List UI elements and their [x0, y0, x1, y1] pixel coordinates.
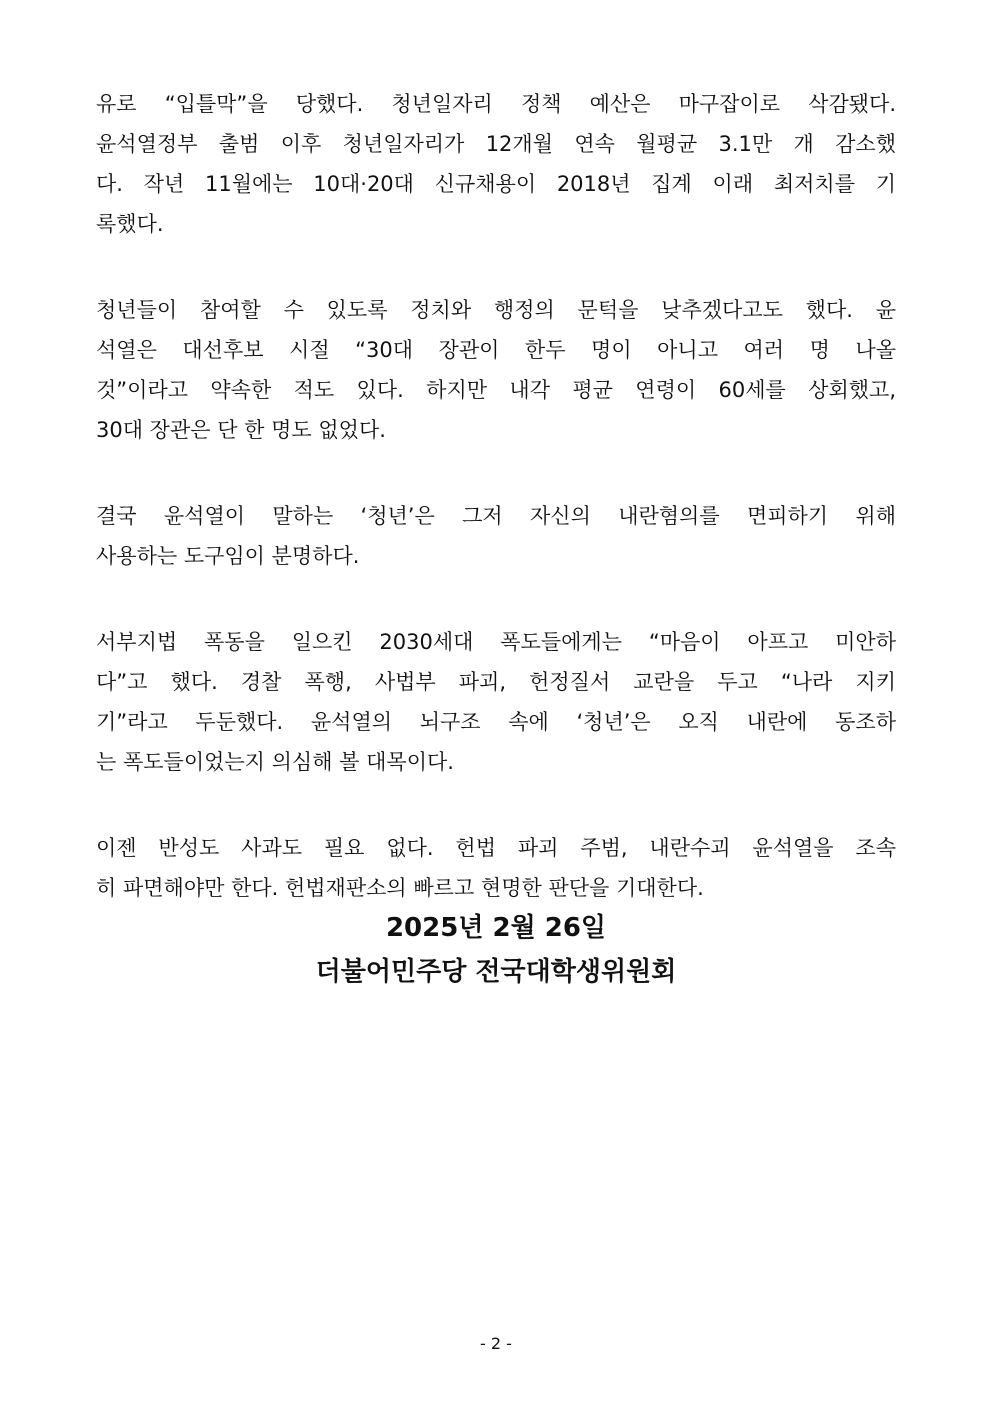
text-line: 청년들이 참여할 수 있도록 정치와 행정의 문턱을 낮추겠다고도 했다. 윤: [96, 298, 896, 322]
text-line: 다”고 했다. 경찰 폭행, 사법부 파괴, 헌정질서 교란을 두고 “나라 지키: [96, 670, 896, 694]
paragraph-5: [96, 828, 896, 908]
text-line: 이젠 반성도 사과도 필요 없다. 헌법 파괴 주범, 내란수괴 윤석열을 조속: [96, 836, 896, 860]
text-line: 기”라고 두둔했다. 윤석열의 뇌구조 속에 ‘청년’은 오직 내란에 동조하: [96, 710, 896, 734]
paragraph-4: [96, 622, 896, 782]
text-line: 유로 “입틀막”을 당했다. 청년일자리 정책 예산은 마구잡이로 삭감됐다.: [96, 92, 896, 116]
text-line: 윤석열정부 출범 이후 청년일자리가 12개월 연속 월평균 3.1만 개 감소했: [96, 132, 896, 156]
text-line: 히 파면해야만 한다. 헌법재판소의 빠르고 현명한 판단을 기대한다.: [96, 876, 704, 900]
document-body: [96, 84, 896, 954]
text-line: 사용하는 도구임이 분명하다.: [96, 544, 360, 568]
text-line: 석열은 대선후보 시절 “30대 장관이 한두 명이 아니고 여러 명 나올: [96, 338, 896, 362]
statement-date: 2025년 2월 26일: [385, 913, 607, 943]
issuing-organization: 더불어민주당 전국대학생위원회: [315, 957, 677, 987]
text-line: 록했다.: [96, 212, 164, 236]
page-number: - 2 -: [480, 1334, 512, 1353]
paragraph-3: [96, 496, 896, 576]
text-line: 결국 윤석열이 말하는 ‘청년’은 그저 자신의 내란혐의를 면피하기 위해: [96, 504, 896, 528]
text-line: 것”이라고 약속한 적도 있다. 하지만 내각 평균 연령이 60세를 상회했고,: [96, 378, 896, 402]
text-line: 30대 장관은 단 한 명도 없었다.: [96, 418, 386, 442]
text-line: 서부지법 폭동을 일으킨 2030세대 폭도들에게는 “마음이 아프고 미안하: [96, 630, 896, 654]
text-line: 다. 작년 11월에는 10대·20대 신규채용이 2018년 집계 이래 최저치를 기: [96, 172, 896, 196]
paragraph-2: [96, 290, 896, 450]
text-line: 는 폭도들이었는지 의심해 볼 대목이다.: [96, 750, 454, 774]
paragraph-1: [96, 84, 896, 244]
